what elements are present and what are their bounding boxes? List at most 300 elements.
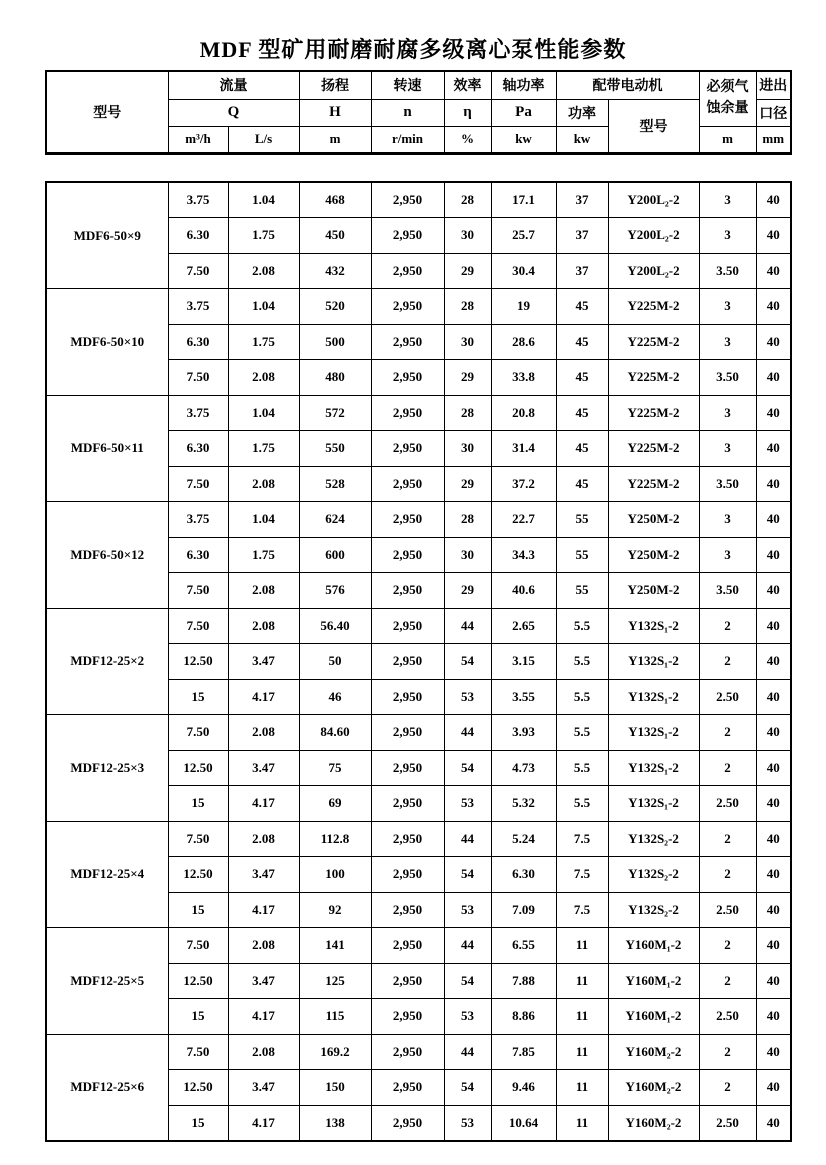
header-motor-model: 型号 — [608, 99, 699, 153]
table-cell: 2 — [699, 715, 756, 751]
table-cell: 2,950 — [371, 360, 444, 396]
table-cell: 11 — [556, 963, 608, 999]
table-cell: 28.6 — [491, 324, 556, 360]
header-head: 扬程 — [299, 71, 371, 99]
header-head-symbol: H — [299, 99, 371, 126]
table-row — [46, 182, 791, 218]
table-cell: 6.30 — [168, 537, 228, 573]
table-cell: 54 — [444, 857, 491, 893]
table-cell: 2.08 — [228, 928, 299, 964]
table-cell: Y225M-2 — [608, 289, 699, 325]
table-cell: 40 — [756, 1070, 791, 1106]
table-cell: 3.47 — [228, 963, 299, 999]
table-row — [46, 1034, 791, 1070]
table-cell: 7.09 — [491, 892, 556, 928]
table-cell: 69 — [299, 786, 371, 822]
table-cell: 37.2 — [491, 466, 556, 502]
table-cell: Y132S₂-2 — [608, 857, 699, 893]
table-cell: 25.7 — [491, 218, 556, 254]
table-cell: 1.75 — [228, 218, 299, 254]
table-cell: 40 — [756, 218, 791, 254]
table-cell: 1.04 — [228, 289, 299, 325]
table-cell: 6.55 — [491, 928, 556, 964]
header-port-line1: 进出 — [756, 71, 791, 99]
table-cell: 528 — [299, 466, 371, 502]
table-cell: 15 — [168, 892, 228, 928]
header-port-line2: 口径 — [756, 99, 791, 126]
table-cell: Y250M-2 — [608, 537, 699, 573]
table-cell: Y132S₂-2 — [608, 821, 699, 857]
table-cell: 3 — [699, 395, 756, 431]
table-cell: Y132S₁-2 — [608, 786, 699, 822]
table-cell: 4.73 — [491, 750, 556, 786]
table-cell: 40 — [756, 644, 791, 680]
table-cell: 29 — [444, 360, 491, 396]
table-cell: 40.6 — [491, 573, 556, 609]
header-shaft-unit: kw — [491, 126, 556, 153]
table-cell: 44 — [444, 928, 491, 964]
table-cell: 7.50 — [168, 360, 228, 396]
table-cell: Y160M₂-2 — [608, 1105, 699, 1141]
table-cell: Y200L₂-2 — [608, 182, 699, 218]
table-cell: 5.5 — [556, 715, 608, 751]
table-cell: 40 — [756, 928, 791, 964]
table-cell: Y132S₁-2 — [608, 608, 699, 644]
table-cell: 550 — [299, 431, 371, 467]
table-cell: 11 — [556, 1105, 608, 1141]
table-cell: 45 — [556, 324, 608, 360]
table-cell: 2,950 — [371, 892, 444, 928]
table-cell: Y225M-2 — [608, 431, 699, 467]
table-cell: 22.7 — [491, 502, 556, 538]
table-cell: Y160M₂-2 — [608, 1034, 699, 1070]
pump-model-cell: MDF12-25×5 — [46, 928, 168, 1035]
table-cell: 2.50 — [699, 999, 756, 1035]
table-cell: 15 — [168, 999, 228, 1035]
table-cell: 2.08 — [228, 360, 299, 396]
table-cell: 40 — [756, 892, 791, 928]
table-cell: 40 — [756, 537, 791, 573]
pump-model-cell: MDF6-50×9 — [46, 182, 168, 289]
table-cell: 12.50 — [168, 644, 228, 680]
table-cell: 150 — [299, 1070, 371, 1106]
header-head-unit: m — [299, 126, 371, 153]
table-cell: 2.08 — [228, 608, 299, 644]
table-cell: 40 — [756, 324, 791, 360]
table-cell: 84.60 — [299, 715, 371, 751]
table-cell: 44 — [444, 1034, 491, 1070]
table-cell: 10.64 — [491, 1105, 556, 1141]
table-cell: 44 — [444, 821, 491, 857]
table-cell: 1.75 — [228, 431, 299, 467]
table-cell: Y160M₁-2 — [608, 963, 699, 999]
table-cell: 6.30 — [168, 431, 228, 467]
table-cell: Y200L₂-2 — [608, 218, 699, 254]
table-cell: 92 — [299, 892, 371, 928]
table-cell: 37 — [556, 182, 608, 218]
table-cell: 19 — [491, 289, 556, 325]
table-cell: 520 — [299, 289, 371, 325]
table-cell: 40 — [756, 395, 791, 431]
table-cell: 11 — [556, 1070, 608, 1106]
table-cell: 2.65 — [491, 608, 556, 644]
table-cell: Y132S₁-2 — [608, 644, 699, 680]
table-cell: 2,950 — [371, 821, 444, 857]
table-cell: 624 — [299, 502, 371, 538]
table-cell: 2,950 — [371, 466, 444, 502]
table-cell: 3 — [699, 289, 756, 325]
table-cell: 31.4 — [491, 431, 556, 467]
table-cell: 572 — [299, 395, 371, 431]
table-cell: 17.1 — [491, 182, 556, 218]
table-cell: 169.2 — [299, 1034, 371, 1070]
table-cell: 6.30 — [491, 857, 556, 893]
table-cell: 3.50 — [699, 360, 756, 396]
table-cell: 2.50 — [699, 892, 756, 928]
header-flow: 流量 — [168, 71, 299, 99]
table-cell: 2 — [699, 821, 756, 857]
table-cell: 53 — [444, 999, 491, 1035]
table-cell: 1.04 — [228, 502, 299, 538]
header-speed: 转速 — [371, 71, 444, 99]
pump-model-cell: MDF12-25×2 — [46, 608, 168, 715]
table-cell: 7.50 — [168, 821, 228, 857]
table-cell: Y160M₁-2 — [608, 999, 699, 1035]
header-npsh-line2: 蚀余量 — [706, 100, 749, 116]
table-cell: 3.50 — [699, 466, 756, 502]
table-cell: 432 — [299, 253, 371, 289]
table-cell: 40 — [756, 857, 791, 893]
table-cell: 12.50 — [168, 857, 228, 893]
table-cell: 5.5 — [556, 786, 608, 822]
table-cell: 2,950 — [371, 963, 444, 999]
table-cell: 7.5 — [556, 892, 608, 928]
table-cell: 3.47 — [228, 750, 299, 786]
table-cell: 75 — [299, 750, 371, 786]
table-cell: 9.46 — [491, 1070, 556, 1106]
table-cell: Y160M₁-2 — [608, 928, 699, 964]
pump-model-cell: MDF12-25×4 — [46, 821, 168, 928]
table-cell: 2,950 — [371, 608, 444, 644]
table-cell: 2.08 — [228, 715, 299, 751]
header-speed-symbol: n — [371, 99, 444, 126]
table-cell: 4.17 — [228, 892, 299, 928]
table-cell: 34.3 — [491, 537, 556, 573]
table-cell: 1.04 — [228, 182, 299, 218]
table-cell: 44 — [444, 715, 491, 751]
table-cell: 500 — [299, 324, 371, 360]
table-cell: 2 — [699, 857, 756, 893]
table-cell: 3.75 — [168, 502, 228, 538]
table-cell: 55 — [556, 573, 608, 609]
table-cell: Y132S₁-2 — [608, 750, 699, 786]
table-cell: Y225M-2 — [608, 360, 699, 396]
header-motor: 配带电动机 — [556, 71, 699, 99]
header-npsh-line1: 必须气 — [706, 80, 749, 96]
table-cell: 6.30 — [168, 218, 228, 254]
table-cell: 54 — [444, 963, 491, 999]
table-cell: 7.50 — [168, 928, 228, 964]
table-cell: 2,950 — [371, 786, 444, 822]
table-cell: 40 — [756, 821, 791, 857]
header-flow-unit-ls: L/s — [228, 126, 299, 153]
pump-model-cell: MDF6-50×12 — [46, 502, 168, 609]
table-cell: 1.75 — [228, 537, 299, 573]
table-cell: 54 — [444, 750, 491, 786]
table-cell: 2,950 — [371, 857, 444, 893]
table-cell: 7.50 — [168, 715, 228, 751]
table-cell: 15 — [168, 786, 228, 822]
table-cell: Y132S₁-2 — [608, 715, 699, 751]
table-cell: 30 — [444, 537, 491, 573]
table-row — [46, 395, 791, 431]
header-shaft-symbol: Pa — [491, 99, 556, 126]
table-cell: 7.88 — [491, 963, 556, 999]
table-cell: 3 — [699, 537, 756, 573]
header-motor-power-unit: kw — [556, 126, 608, 153]
table-row — [46, 608, 791, 644]
table-cell: 46 — [299, 679, 371, 715]
table-cell: 45 — [556, 395, 608, 431]
table-cell: 2,950 — [371, 928, 444, 964]
table-cell: 480 — [299, 360, 371, 396]
table-cell: 600 — [299, 537, 371, 573]
table-cell: 7.50 — [168, 608, 228, 644]
table-cell: 12.50 — [168, 963, 228, 999]
table-row — [46, 502, 791, 538]
table-cell: 3 — [699, 502, 756, 538]
table-cell: 20.8 — [491, 395, 556, 431]
table-cell: 54 — [444, 1070, 491, 1106]
table-cell: 7.85 — [491, 1034, 556, 1070]
table-cell: 3 — [699, 182, 756, 218]
table-cell: 45 — [556, 289, 608, 325]
table-cell: 53 — [444, 786, 491, 822]
table-cell: 1.75 — [228, 324, 299, 360]
header-flow-unit-m3h: m³/h — [168, 126, 228, 153]
table-cell: 2,950 — [371, 502, 444, 538]
table-cell: Y200L₂-2 — [608, 253, 699, 289]
table-cell: 2.50 — [699, 1105, 756, 1141]
table-cell: 4.17 — [228, 999, 299, 1035]
table-cell: Y160M₂-2 — [608, 1070, 699, 1106]
table-cell: 125 — [299, 963, 371, 999]
table-cell: 5.32 — [491, 786, 556, 822]
table-cell: 40 — [756, 786, 791, 822]
table-cell: 5.5 — [556, 608, 608, 644]
table-cell: Y132S₁-2 — [608, 679, 699, 715]
pump-table-body — [46, 182, 791, 1141]
table-cell: 40 — [756, 466, 791, 502]
table-cell: 30.4 — [491, 253, 556, 289]
pump-table-body-table — [45, 181, 792, 1142]
table-cell: 7.50 — [168, 1034, 228, 1070]
table-cell: 37 — [556, 253, 608, 289]
header-npsh-unit: m — [699, 126, 756, 153]
table-cell: 2,950 — [371, 999, 444, 1035]
table-cell: 40 — [756, 999, 791, 1035]
table-cell: 45 — [556, 466, 608, 502]
table-cell: 2.50 — [699, 786, 756, 822]
table-cell: 4.17 — [228, 786, 299, 822]
table-cell: 3 — [699, 218, 756, 254]
table-cell: Y225M-2 — [608, 395, 699, 431]
table-cell: 30 — [444, 218, 491, 254]
table-cell: 37 — [556, 218, 608, 254]
header-eff-unit: % — [444, 126, 491, 153]
table-cell: 1.04 — [228, 395, 299, 431]
page-title: MDF 型矿用耐磨耐腐多级离心泵性能参数 — [199, 37, 627, 62]
table-cell: 40 — [756, 963, 791, 999]
table-cell: 2,950 — [371, 644, 444, 680]
table-cell: 5.5 — [556, 750, 608, 786]
table-cell: 4.17 — [228, 1105, 299, 1141]
table-cell: 2,950 — [371, 253, 444, 289]
table-cell: 2,950 — [371, 1105, 444, 1141]
table-cell: 56.40 — [299, 608, 371, 644]
table-cell: 40 — [756, 360, 791, 396]
header-model: 型号 — [46, 71, 168, 153]
table-cell: 2.08 — [228, 573, 299, 609]
table-cell: 11 — [556, 928, 608, 964]
table-cell: 28 — [444, 289, 491, 325]
table-cell: 28 — [444, 395, 491, 431]
table-cell: 2,950 — [371, 289, 444, 325]
header-eff-symbol: η — [444, 99, 491, 126]
table-cell: 2 — [699, 963, 756, 999]
table-cell: Y132S₂-2 — [608, 892, 699, 928]
table-cell: 2,950 — [371, 715, 444, 751]
table-cell: 50 — [299, 644, 371, 680]
table-cell: 44 — [444, 608, 491, 644]
pump-table-header — [45, 70, 792, 155]
table-cell: 3.47 — [228, 857, 299, 893]
table-cell: 15 — [168, 679, 228, 715]
table-cell: 3.55 — [491, 679, 556, 715]
table-cell: 30 — [444, 324, 491, 360]
table-cell: 2 — [699, 928, 756, 964]
table-cell: 40 — [756, 715, 791, 751]
table-cell: 30 — [444, 431, 491, 467]
header-motor-power: 功率 — [556, 99, 608, 126]
table-cell: 2,950 — [371, 324, 444, 360]
table-cell: 29 — [444, 466, 491, 502]
table-cell: 7.50 — [168, 253, 228, 289]
table-cell: 40 — [756, 502, 791, 538]
table-cell: 138 — [299, 1105, 371, 1141]
table-cell: 12.50 — [168, 1070, 228, 1106]
table-cell: 3.47 — [228, 1070, 299, 1106]
table-cell: 55 — [556, 502, 608, 538]
table-cell: 53 — [444, 679, 491, 715]
table-cell: 15 — [168, 1105, 228, 1141]
table-cell: 2,950 — [371, 395, 444, 431]
table-cell: 55 — [556, 537, 608, 573]
table-cell: 12.50 — [168, 750, 228, 786]
table-cell: 115 — [299, 999, 371, 1035]
table-cell: 40 — [756, 431, 791, 467]
table-cell: 29 — [444, 253, 491, 289]
table-cell: 5.5 — [556, 679, 608, 715]
table-cell: 2,950 — [371, 573, 444, 609]
table-cell: 8.86 — [491, 999, 556, 1035]
table-cell: 3.50 — [699, 253, 756, 289]
table-cell: 3 — [699, 431, 756, 467]
table-cell: 7.50 — [168, 466, 228, 502]
table-cell: 2.08 — [228, 1034, 299, 1070]
table-cell: 7.50 — [168, 573, 228, 609]
table-cell: 141 — [299, 928, 371, 964]
table-row — [46, 289, 791, 325]
table-cell: 3.47 — [228, 644, 299, 680]
table-cell: 40 — [756, 750, 791, 786]
table-cell: 2.08 — [228, 821, 299, 857]
table-cell: 5.24 — [491, 821, 556, 857]
table-cell: 2,950 — [371, 218, 444, 254]
pump-model-cell: MDF6-50×11 — [46, 395, 168, 502]
table-cell: 2 — [699, 608, 756, 644]
table-cell: 5.5 — [556, 644, 608, 680]
table-cell: 2.50 — [699, 679, 756, 715]
table-cell: 3.75 — [168, 395, 228, 431]
table-cell: Y250M-2 — [608, 573, 699, 609]
header-flow-symbol: Q — [168, 99, 299, 126]
table-cell: 11 — [556, 999, 608, 1035]
pump-model-cell: MDF6-50×10 — [46, 289, 168, 396]
table-cell: 2 — [699, 750, 756, 786]
header-efficiency: 效率 — [444, 71, 491, 99]
table-cell: 2.08 — [228, 466, 299, 502]
table-cell: 40 — [756, 573, 791, 609]
table-cell: 2,950 — [371, 182, 444, 218]
table-cell: 2.08 — [228, 253, 299, 289]
table-cell: 40 — [756, 1105, 791, 1141]
table-cell: 3.50 — [699, 573, 756, 609]
table-cell: 40 — [756, 182, 791, 218]
table-cell: 40 — [756, 253, 791, 289]
table-row — [46, 821, 791, 857]
table-cell: 6.30 — [168, 324, 228, 360]
table-cell: 3.93 — [491, 715, 556, 751]
table-cell: 40 — [756, 1034, 791, 1070]
table-cell: 40 — [756, 608, 791, 644]
table-row — [46, 715, 791, 751]
table-cell: 2 — [699, 1034, 756, 1070]
header-npsh — [699, 71, 756, 126]
table-cell: 468 — [299, 182, 371, 218]
table-cell: 2 — [699, 644, 756, 680]
table-cell: 7.5 — [556, 857, 608, 893]
table-cell: 40 — [756, 679, 791, 715]
table-cell: Y225M-2 — [608, 466, 699, 502]
table-cell: 450 — [299, 218, 371, 254]
table-cell: 7.5 — [556, 821, 608, 857]
header-speed-unit: r/min — [371, 126, 444, 153]
table-cell: 33.8 — [491, 360, 556, 396]
table-cell: 576 — [299, 573, 371, 609]
table-cell: 3.75 — [168, 182, 228, 218]
table-cell: 29 — [444, 573, 491, 609]
table-cell: 40 — [756, 289, 791, 325]
table-cell: 45 — [556, 431, 608, 467]
table-cell: 54 — [444, 644, 491, 680]
table-row — [46, 928, 791, 964]
table-cell: 2 — [699, 1070, 756, 1106]
table-cell: 2,950 — [371, 1034, 444, 1070]
table-cell: 2,950 — [371, 679, 444, 715]
table-cell: 2,950 — [371, 750, 444, 786]
table-cell: 112.8 — [299, 821, 371, 857]
